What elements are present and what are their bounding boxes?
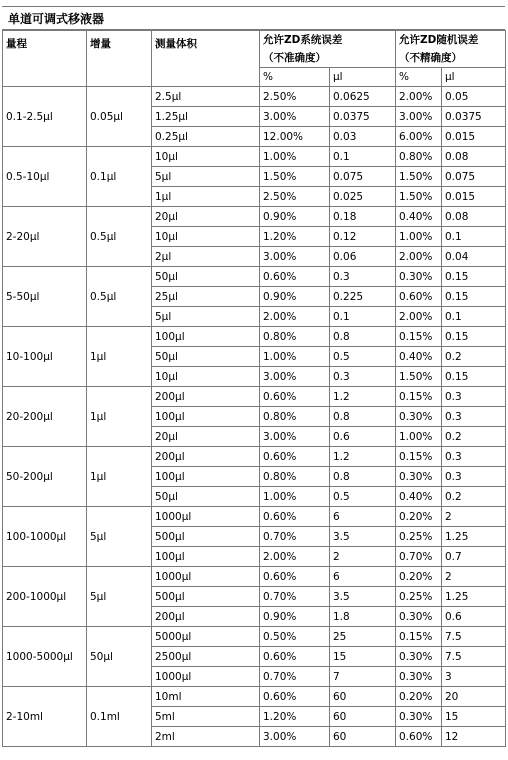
table-row	[3, 387, 506, 407]
volume-cell: 100μl	[152, 467, 260, 487]
increment-cell: 1μl	[87, 447, 152, 507]
subheader-rand-pct: %	[396, 68, 442, 87]
volume-cell: 2.5μl	[152, 87, 260, 107]
sys-pct-cell: 0.80%	[260, 327, 330, 347]
increment-cell: 1μl	[87, 387, 152, 447]
rand-ul-cell: 0.3	[442, 467, 506, 487]
sys-pct-cell: 0.60%	[260, 687, 330, 707]
rand-pct-cell: 0.60%	[396, 727, 442, 747]
range-cell: 2-10ml	[3, 687, 87, 747]
subheader-rand-ul: μl	[442, 68, 506, 87]
rand-ul-cell: 0.3	[442, 387, 506, 407]
rand-pct-cell: 0.40%	[396, 347, 442, 367]
table-row	[3, 447, 506, 467]
rand-pct-cell: 0.30%	[396, 267, 442, 287]
range-cell: 0.1-2.5μl	[3, 87, 87, 147]
sys-ul-cell: 6	[330, 567, 396, 587]
volume-cell: 10μl	[152, 147, 260, 167]
sys-ul-cell: 60	[330, 707, 396, 727]
table-row	[3, 207, 506, 227]
sys-ul-cell: 60	[330, 727, 396, 747]
sys-ul-cell: 0.8	[330, 467, 396, 487]
rand-pct-cell: 1.50%	[396, 187, 442, 207]
range-cell: 0.5-10μl	[3, 147, 87, 207]
sys-pct-cell: 0.60%	[260, 507, 330, 527]
sys-ul-cell: 0.03	[330, 127, 396, 147]
sys-ul-cell: 6	[330, 507, 396, 527]
sys-ul-cell: 0.5	[330, 487, 396, 507]
sys-ul-cell: 0.0375	[330, 107, 396, 127]
sys-ul-cell: 0.0625	[330, 87, 396, 107]
rand-pct-cell: 0.15%	[396, 627, 442, 647]
increment-cell: 0.5μl	[87, 267, 152, 327]
rand-pct-cell: 0.60%	[396, 287, 442, 307]
rand-ul-cell: 7.5	[442, 627, 506, 647]
volume-cell: 5ml	[152, 707, 260, 727]
increment-cell: 0.1ml	[87, 687, 152, 747]
sys-pct-cell: 0.70%	[260, 527, 330, 547]
sys-pct-cell: 0.60%	[260, 387, 330, 407]
volume-cell: 100μl	[152, 407, 260, 427]
table-row	[3, 147, 506, 167]
rand-ul-cell: 0.015	[442, 187, 506, 207]
table-row	[3, 507, 506, 527]
increment-cell: 0.05μl	[87, 87, 152, 147]
sys-pct-cell: 1.20%	[260, 227, 330, 247]
rand-pct-cell: 2.00%	[396, 307, 442, 327]
rand-pct-cell: 0.15%	[396, 327, 442, 347]
rand-ul-cell: 0.15	[442, 327, 506, 347]
rand-pct-cell: 0.80%	[396, 147, 442, 167]
rand-ul-cell: 1.25	[442, 527, 506, 547]
header-increment: 增量	[87, 31, 152, 87]
sys-pct-cell: 0.80%	[260, 407, 330, 427]
range-cell: 1000-5000μl	[3, 627, 87, 687]
rand-pct-cell: 3.00%	[396, 107, 442, 127]
rand-pct-cell: 0.30%	[396, 707, 442, 727]
sys-ul-cell: 0.18	[330, 207, 396, 227]
volume-cell: 200μl	[152, 447, 260, 467]
header-sys-error-sub: （不准确度）	[263, 52, 326, 64]
volume-cell: 1000μl	[152, 667, 260, 687]
header-rand-error	[396, 31, 506, 68]
rand-pct-cell: 0.30%	[396, 467, 442, 487]
sys-ul-cell: 3.5	[330, 527, 396, 547]
sys-ul-cell: 0.3	[330, 367, 396, 387]
volume-cell: 0.25μl	[152, 127, 260, 147]
sys-pct-cell: 0.70%	[260, 667, 330, 687]
sys-pct-cell: 3.00%	[260, 107, 330, 127]
rand-pct-cell: 0.15%	[396, 447, 442, 467]
increment-cell: 0.5μl	[87, 207, 152, 267]
sys-ul-cell: 0.8	[330, 327, 396, 347]
range-cell: 10-100μl	[3, 327, 87, 387]
sys-pct-cell: 0.50%	[260, 627, 330, 647]
volume-cell: 50μl	[152, 347, 260, 367]
volume-cell: 2ml	[152, 727, 260, 747]
rand-ul-cell: 3	[442, 667, 506, 687]
sys-ul-cell: 0.3	[330, 267, 396, 287]
rand-ul-cell: 0.7	[442, 547, 506, 567]
rand-ul-cell: 7.5	[442, 647, 506, 667]
volume-cell: 200μl	[152, 387, 260, 407]
header-rand-error-sub: （不精确度）	[399, 52, 462, 64]
sys-pct-cell: 1.50%	[260, 167, 330, 187]
volume-cell: 100μl	[152, 547, 260, 567]
rand-ul-cell: 0.3	[442, 447, 506, 467]
subheader-sys-pct: %	[260, 68, 330, 87]
volume-cell: 5000μl	[152, 627, 260, 647]
sys-pct-cell: 1.20%	[260, 707, 330, 727]
rand-pct-cell: 1.50%	[396, 167, 442, 187]
rand-pct-cell: 6.00%	[396, 127, 442, 147]
header-sys-error-label: 允许ZD系统误差	[263, 34, 343, 46]
rand-pct-cell: 0.30%	[396, 607, 442, 627]
rand-pct-cell: 0.30%	[396, 667, 442, 687]
volume-cell: 1μl	[152, 187, 260, 207]
sys-ul-cell: 0.025	[330, 187, 396, 207]
sys-pct-cell: 3.00%	[260, 427, 330, 447]
sys-pct-cell: 0.80%	[260, 467, 330, 487]
rand-ul-cell: 0.0375	[442, 107, 506, 127]
volume-cell: 1000μl	[152, 567, 260, 587]
rand-ul-cell: 0.15	[442, 267, 506, 287]
increment-cell: 50μl	[87, 627, 152, 687]
rand-ul-cell: 0.1	[442, 227, 506, 247]
sys-pct-cell: 0.60%	[260, 567, 330, 587]
rand-ul-cell: 0.05	[442, 87, 506, 107]
header-rand-error-label: 允许ZD随机误差	[399, 34, 479, 46]
volume-cell: 25μl	[152, 287, 260, 307]
sys-pct-cell: 0.70%	[260, 587, 330, 607]
rand-ul-cell: 0.2	[442, 347, 506, 367]
rand-ul-cell: 20	[442, 687, 506, 707]
sys-ul-cell: 7	[330, 667, 396, 687]
table-row	[3, 267, 506, 287]
rand-ul-cell: 15	[442, 707, 506, 727]
sys-ul-cell: 25	[330, 627, 396, 647]
range-cell: 100-1000μl	[3, 507, 87, 567]
rand-ul-cell: 0.08	[442, 207, 506, 227]
rand-pct-cell: 0.30%	[396, 647, 442, 667]
volume-cell: 5μl	[152, 167, 260, 187]
sys-ul-cell: 0.8	[330, 407, 396, 427]
rand-pct-cell: 0.25%	[396, 527, 442, 547]
rand-pct-cell: 0.40%	[396, 487, 442, 507]
rand-ul-cell: 0.08	[442, 147, 506, 167]
volume-cell: 50μl	[152, 267, 260, 287]
rand-ul-cell: 0.6	[442, 607, 506, 627]
rand-pct-cell: 1.50%	[396, 367, 442, 387]
increment-cell: 0.1μl	[87, 147, 152, 207]
volume-cell: 200μl	[152, 607, 260, 627]
sys-pct-cell: 12.00%	[260, 127, 330, 147]
rand-pct-cell: 0.15%	[396, 387, 442, 407]
rand-pct-cell: 0.30%	[396, 407, 442, 427]
volume-cell: 500μl	[152, 527, 260, 547]
header-volume: 测量体积	[152, 31, 260, 87]
sys-pct-cell: 0.60%	[260, 647, 330, 667]
sys-pct-cell: 1.00%	[260, 487, 330, 507]
sys-pct-cell: 0.60%	[260, 267, 330, 287]
pipette-spec-table	[2, 30, 506, 747]
rand-pct-cell: 0.40%	[396, 207, 442, 227]
rand-pct-cell: 1.00%	[396, 227, 442, 247]
sys-pct-cell: 1.00%	[260, 147, 330, 167]
rand-pct-cell: 0.70%	[396, 547, 442, 567]
sys-ul-cell: 0.225	[330, 287, 396, 307]
rand-pct-cell: 2.00%	[396, 87, 442, 107]
sys-pct-cell: 2.50%	[260, 87, 330, 107]
sys-ul-cell: 1.2	[330, 387, 396, 407]
table-title: 单道可调式移液器	[2, 6, 505, 30]
volume-cell: 1.25μl	[152, 107, 260, 127]
rand-ul-cell: 2	[442, 567, 506, 587]
rand-ul-cell: 0.2	[442, 427, 506, 447]
range-cell: 5-50μl	[3, 267, 87, 327]
table-row	[3, 567, 506, 587]
volume-cell: 50μl	[152, 487, 260, 507]
volume-cell: 1000μl	[152, 507, 260, 527]
increment-cell: 5μl	[87, 567, 152, 627]
rand-ul-cell: 0.015	[442, 127, 506, 147]
sys-ul-cell: 15	[330, 647, 396, 667]
rand-ul-cell: 0.2	[442, 487, 506, 507]
sys-ul-cell: 1.2	[330, 447, 396, 467]
sys-ul-cell: 3.5	[330, 587, 396, 607]
sys-pct-cell: 3.00%	[260, 727, 330, 747]
volume-cell: 5μl	[152, 307, 260, 327]
rand-ul-cell: 0.3	[442, 407, 506, 427]
sys-pct-cell: 0.90%	[260, 207, 330, 227]
rand-ul-cell: 0.04	[442, 247, 506, 267]
rand-ul-cell: 1.25	[442, 587, 506, 607]
volume-cell: 10μl	[152, 367, 260, 387]
volume-cell: 500μl	[152, 587, 260, 607]
sys-pct-cell: 2.00%	[260, 307, 330, 327]
range-cell: 50-200μl	[3, 447, 87, 507]
subheader-sys-ul: μl	[330, 68, 396, 87]
increment-cell: 5μl	[87, 507, 152, 567]
volume-cell: 100μl	[152, 327, 260, 347]
volume-cell: 20μl	[152, 207, 260, 227]
header-sys-error	[260, 31, 396, 68]
sys-pct-cell: 0.90%	[260, 607, 330, 627]
rand-ul-cell: 12	[442, 727, 506, 747]
sys-pct-cell: 1.00%	[260, 347, 330, 367]
volume-cell: 2μl	[152, 247, 260, 267]
table-row	[3, 327, 506, 347]
volume-cell: 10μl	[152, 227, 260, 247]
sys-ul-cell: 0.1	[330, 307, 396, 327]
rand-ul-cell: 2	[442, 507, 506, 527]
header-range: 量程	[3, 31, 87, 87]
table-row	[3, 687, 506, 707]
rand-pct-cell: 1.00%	[396, 427, 442, 447]
sys-ul-cell: 0.1	[330, 147, 396, 167]
volume-cell: 2500μl	[152, 647, 260, 667]
rand-pct-cell: 0.25%	[396, 587, 442, 607]
table-row	[3, 627, 506, 647]
increment-cell: 1μl	[87, 327, 152, 387]
header-row	[3, 31, 506, 68]
sys-ul-cell: 2	[330, 547, 396, 567]
rand-pct-cell: 0.20%	[396, 687, 442, 707]
range-cell: 20-200μl	[3, 387, 87, 447]
table-row	[3, 87, 506, 107]
sys-pct-cell: 2.00%	[260, 547, 330, 567]
sys-pct-cell: 2.50%	[260, 187, 330, 207]
rand-ul-cell: 0.15	[442, 287, 506, 307]
sys-ul-cell: 1.8	[330, 607, 396, 627]
range-cell: 2-20μl	[3, 207, 87, 267]
rand-ul-cell: 0.15	[442, 367, 506, 387]
volume-cell: 20μl	[152, 427, 260, 447]
sys-pct-cell: 3.00%	[260, 367, 330, 387]
sys-ul-cell: 60	[330, 687, 396, 707]
range-cell: 200-1000μl	[3, 567, 87, 627]
sys-ul-cell: 0.075	[330, 167, 396, 187]
rand-ul-cell: 0.075	[442, 167, 506, 187]
rand-ul-cell: 0.1	[442, 307, 506, 327]
sys-ul-cell: 0.12	[330, 227, 396, 247]
sys-ul-cell: 0.06	[330, 247, 396, 267]
sys-pct-cell: 3.00%	[260, 247, 330, 267]
rand-pct-cell: 0.20%	[396, 567, 442, 587]
rand-pct-cell: 0.20%	[396, 507, 442, 527]
sys-ul-cell: 0.6	[330, 427, 396, 447]
sys-pct-cell: 0.60%	[260, 447, 330, 467]
volume-cell: 10ml	[152, 687, 260, 707]
sys-pct-cell: 0.90%	[260, 287, 330, 307]
sys-ul-cell: 0.5	[330, 347, 396, 367]
rand-pct-cell: 2.00%	[396, 247, 442, 267]
